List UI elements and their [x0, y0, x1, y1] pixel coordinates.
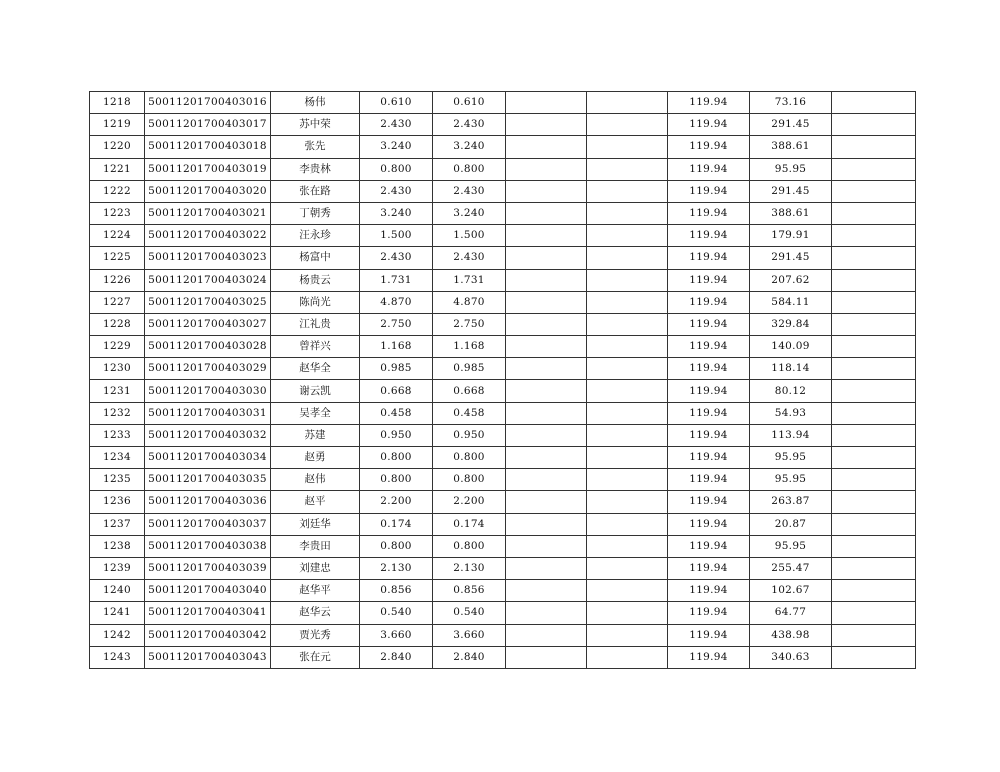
- cell-name: 杨伟: [271, 92, 360, 114]
- cell-area-a: 2.130: [360, 557, 433, 579]
- cell-area-b: 3.240: [433, 202, 506, 224]
- cell-code: 50011201700403035: [145, 469, 271, 491]
- table-row: [90, 491, 916, 513]
- data-table: [89, 91, 916, 669]
- cell-area-a: 0.800: [360, 469, 433, 491]
- cell-area-b: 1.731: [433, 269, 506, 291]
- cell-row-number: 1237: [90, 513, 145, 535]
- cell-area-a: 2.750: [360, 313, 433, 335]
- table-row: [90, 380, 916, 402]
- cell-amount: 438.98: [750, 624, 832, 646]
- cell-blank-2: [587, 557, 668, 579]
- cell-unit-price: 119.94: [668, 269, 750, 291]
- table-row: [90, 602, 916, 624]
- table-row: [90, 313, 916, 335]
- cell-blank-2: [587, 513, 668, 535]
- cell-name: 赵伟: [271, 469, 360, 491]
- cell-area-b: 2.200: [433, 491, 506, 513]
- cell-blank-1: [506, 491, 587, 513]
- table-row: [90, 202, 916, 224]
- cell-row-number: 1240: [90, 580, 145, 602]
- cell-area-b: 2.750: [433, 313, 506, 335]
- cell-blank-1: [506, 380, 587, 402]
- cell-blank-1: [506, 247, 587, 269]
- cell-blank-3: [832, 225, 916, 247]
- cell-blank-1: [506, 580, 587, 602]
- cell-blank-1: [506, 447, 587, 469]
- cell-blank-3: [832, 447, 916, 469]
- cell-blank-3: [832, 624, 916, 646]
- cell-row-number: 1229: [90, 336, 145, 358]
- cell-area-a: 0.950: [360, 424, 433, 446]
- cell-blank-2: [587, 491, 668, 513]
- cell-blank-3: [832, 602, 916, 624]
- table-row: [90, 92, 916, 114]
- cell-area-b: 0.458: [433, 402, 506, 424]
- cell-area-a: 0.174: [360, 513, 433, 535]
- cell-area-b: 0.856: [433, 580, 506, 602]
- cell-blank-2: [587, 447, 668, 469]
- cell-unit-price: 119.94: [668, 646, 750, 668]
- cell-name: 贾光秀: [271, 624, 360, 646]
- cell-blank-2: [587, 247, 668, 269]
- cell-unit-price: 119.94: [668, 535, 750, 557]
- cell-amount: 584.11: [750, 291, 832, 313]
- cell-blank-2: [587, 313, 668, 335]
- cell-name: 陈尚光: [271, 291, 360, 313]
- cell-code: 50011201700403024: [145, 269, 271, 291]
- table-row: [90, 646, 916, 668]
- cell-blank-2: [587, 291, 668, 313]
- cell-amount: 80.12: [750, 380, 832, 402]
- cell-row-number: 1222: [90, 180, 145, 202]
- cell-blank-1: [506, 225, 587, 247]
- cell-blank-1: [506, 336, 587, 358]
- cell-area-a: 3.240: [360, 202, 433, 224]
- cell-unit-price: 119.94: [668, 247, 750, 269]
- cell-area-a: 2.840: [360, 646, 433, 668]
- cell-amount: 73.16: [750, 92, 832, 114]
- cell-blank-1: [506, 136, 587, 158]
- table-row: [90, 158, 916, 180]
- cell-area-a: 2.430: [360, 180, 433, 202]
- cell-amount: 118.14: [750, 358, 832, 380]
- cell-amount: 54.93: [750, 402, 832, 424]
- cell-amount: 95.95: [750, 535, 832, 557]
- cell-code: 50011201700403021: [145, 202, 271, 224]
- cell-blank-2: [587, 602, 668, 624]
- cell-row-number: 1239: [90, 557, 145, 579]
- cell-row-number: 1225: [90, 247, 145, 269]
- cell-blank-2: [587, 580, 668, 602]
- cell-area-b: 2.840: [433, 646, 506, 668]
- cell-code: 50011201700403017: [145, 114, 271, 136]
- cell-row-number: 1242: [90, 624, 145, 646]
- table-row: [90, 557, 916, 579]
- cell-code: 50011201700403042: [145, 624, 271, 646]
- cell-row-number: 1238: [90, 535, 145, 557]
- table-row: [90, 136, 916, 158]
- cell-blank-2: [587, 180, 668, 202]
- cell-row-number: 1219: [90, 114, 145, 136]
- cell-area-a: 0.458: [360, 402, 433, 424]
- cell-unit-price: 119.94: [668, 158, 750, 180]
- cell-blank-2: [587, 269, 668, 291]
- cell-blank-3: [832, 158, 916, 180]
- cell-code: 50011201700403036: [145, 491, 271, 513]
- cell-name: 丁朝秀: [271, 202, 360, 224]
- cell-row-number: 1231: [90, 380, 145, 402]
- cell-blank-3: [832, 92, 916, 114]
- table-row: [90, 469, 916, 491]
- cell-area-b: 0.668: [433, 380, 506, 402]
- cell-name: 刘建忠: [271, 557, 360, 579]
- cell-blank-3: [832, 336, 916, 358]
- table-row: [90, 180, 916, 202]
- cell-amount: 388.61: [750, 202, 832, 224]
- cell-area-b: 2.430: [433, 247, 506, 269]
- cell-unit-price: 119.94: [668, 602, 750, 624]
- cell-blank-3: [832, 291, 916, 313]
- cell-blank-1: [506, 92, 587, 114]
- cell-blank-2: [587, 624, 668, 646]
- cell-blank-3: [832, 513, 916, 535]
- cell-area-a: 4.870: [360, 291, 433, 313]
- cell-row-number: 1221: [90, 158, 145, 180]
- cell-row-number: 1224: [90, 225, 145, 247]
- cell-unit-price: 119.94: [668, 180, 750, 202]
- cell-blank-1: [506, 158, 587, 180]
- cell-area-b: 2.130: [433, 557, 506, 579]
- cell-code: 50011201700403039: [145, 557, 271, 579]
- cell-unit-price: 119.94: [668, 202, 750, 224]
- cell-blank-3: [832, 402, 916, 424]
- cell-row-number: 1230: [90, 358, 145, 380]
- cell-blank-2: [587, 336, 668, 358]
- cell-amount: 291.45: [750, 180, 832, 202]
- cell-area-b: 0.800: [433, 469, 506, 491]
- cell-blank-1: [506, 469, 587, 491]
- cell-blank-3: [832, 557, 916, 579]
- cell-blank-1: [506, 602, 587, 624]
- cell-amount: 95.95: [750, 469, 832, 491]
- cell-row-number: 1234: [90, 447, 145, 469]
- cell-blank-2: [587, 402, 668, 424]
- cell-blank-3: [832, 180, 916, 202]
- cell-name: 吴孝全: [271, 402, 360, 424]
- cell-name: 李贵田: [271, 535, 360, 557]
- cell-area-b: 0.610: [433, 92, 506, 114]
- cell-blank-3: [832, 535, 916, 557]
- cell-code: 50011201700403028: [145, 336, 271, 358]
- cell-area-b: 4.870: [433, 291, 506, 313]
- cell-blank-1: [506, 202, 587, 224]
- cell-blank-3: [832, 424, 916, 446]
- cell-area-a: 0.800: [360, 535, 433, 557]
- cell-area-a: 0.856: [360, 580, 433, 602]
- cell-blank-3: [832, 136, 916, 158]
- cell-code: 50011201700403043: [145, 646, 271, 668]
- cell-blank-1: [506, 424, 587, 446]
- table-row: [90, 225, 916, 247]
- cell-blank-2: [587, 114, 668, 136]
- cell-area-b: 1.168: [433, 336, 506, 358]
- cell-code: 50011201700403031: [145, 402, 271, 424]
- cell-amount: 255.47: [750, 557, 832, 579]
- cell-blank-1: [506, 535, 587, 557]
- cell-name: 赵华平: [271, 580, 360, 602]
- cell-area-a: 0.540: [360, 602, 433, 624]
- cell-amount: 329.84: [750, 313, 832, 335]
- cell-blank-1: [506, 313, 587, 335]
- table-row: [90, 114, 916, 136]
- cell-code: 50011201700403025: [145, 291, 271, 313]
- cell-code: 50011201700403018: [145, 136, 271, 158]
- cell-blank-3: [832, 202, 916, 224]
- cell-unit-price: 119.94: [668, 469, 750, 491]
- cell-blank-1: [506, 557, 587, 579]
- cell-unit-price: 119.94: [668, 513, 750, 535]
- cell-blank-2: [587, 136, 668, 158]
- cell-unit-price: 119.94: [668, 358, 750, 380]
- table-row: [90, 358, 916, 380]
- cell-blank-1: [506, 291, 587, 313]
- cell-amount: 388.61: [750, 136, 832, 158]
- cell-code: 50011201700403016: [145, 92, 271, 114]
- cell-unit-price: 119.94: [668, 491, 750, 513]
- cell-blank-1: [506, 624, 587, 646]
- cell-unit-price: 119.94: [668, 313, 750, 335]
- cell-blank-3: [832, 114, 916, 136]
- cell-blank-1: [506, 114, 587, 136]
- cell-area-a: 1.168: [360, 336, 433, 358]
- cell-area-a: 0.985: [360, 358, 433, 380]
- cell-area-a: 1.500: [360, 225, 433, 247]
- cell-amount: 291.45: [750, 114, 832, 136]
- cell-unit-price: 119.94: [668, 580, 750, 602]
- cell-unit-price: 119.94: [668, 624, 750, 646]
- cell-name: 赵平: [271, 491, 360, 513]
- cell-code: 50011201700403030: [145, 380, 271, 402]
- cell-row-number: 1228: [90, 313, 145, 335]
- cell-amount: 113.94: [750, 424, 832, 446]
- cell-area-b: 3.660: [433, 624, 506, 646]
- cell-area-b: 0.800: [433, 158, 506, 180]
- cell-blank-1: [506, 402, 587, 424]
- cell-name: 张先: [271, 136, 360, 158]
- cell-amount: 207.62: [750, 269, 832, 291]
- cell-area-a: 1.731: [360, 269, 433, 291]
- cell-row-number: 1235: [90, 469, 145, 491]
- cell-area-b: 0.540: [433, 602, 506, 624]
- cell-unit-price: 119.94: [668, 92, 750, 114]
- cell-unit-price: 119.94: [668, 424, 750, 446]
- cell-row-number: 1223: [90, 202, 145, 224]
- cell-unit-price: 119.94: [668, 402, 750, 424]
- cell-unit-price: 119.94: [668, 557, 750, 579]
- cell-code: 50011201700403040: [145, 580, 271, 602]
- cell-blank-1: [506, 646, 587, 668]
- cell-unit-price: 119.94: [668, 447, 750, 469]
- cell-name: 汪永珍: [271, 225, 360, 247]
- cell-blank-1: [506, 180, 587, 202]
- cell-blank-2: [587, 92, 668, 114]
- cell-blank-2: [587, 225, 668, 247]
- cell-code: 50011201700403027: [145, 313, 271, 335]
- cell-blank-2: [587, 469, 668, 491]
- cell-name: 苏中荣: [271, 114, 360, 136]
- cell-area-a: 3.660: [360, 624, 433, 646]
- cell-code: 50011201700403029: [145, 358, 271, 380]
- table-row: [90, 535, 916, 557]
- cell-amount: 95.95: [750, 158, 832, 180]
- cell-code: 50011201700403037: [145, 513, 271, 535]
- cell-code: 50011201700403023: [145, 247, 271, 269]
- cell-blank-2: [587, 424, 668, 446]
- cell-unit-price: 119.94: [668, 114, 750, 136]
- cell-amount: 291.45: [750, 247, 832, 269]
- cell-blank-3: [832, 491, 916, 513]
- cell-row-number: 1241: [90, 602, 145, 624]
- cell-area-a: 2.430: [360, 247, 433, 269]
- cell-code: 50011201700403034: [145, 447, 271, 469]
- cell-blank-2: [587, 535, 668, 557]
- cell-unit-price: 119.94: [668, 136, 750, 158]
- cell-amount: 102.67: [750, 580, 832, 602]
- cell-unit-price: 119.94: [668, 291, 750, 313]
- cell-name: 谢云凯: [271, 380, 360, 402]
- cell-area-a: 3.240: [360, 136, 433, 158]
- cell-area-a: 2.430: [360, 114, 433, 136]
- cell-blank-2: [587, 202, 668, 224]
- cell-amount: 95.95: [750, 447, 832, 469]
- cell-area-a: 0.668: [360, 380, 433, 402]
- table-row: [90, 580, 916, 602]
- cell-unit-price: 119.94: [668, 225, 750, 247]
- cell-code: 50011201700403019: [145, 158, 271, 180]
- cell-area-b: 2.430: [433, 114, 506, 136]
- cell-blank-1: [506, 358, 587, 380]
- cell-area-b: 0.800: [433, 447, 506, 469]
- cell-blank-3: [832, 646, 916, 668]
- cell-blank-2: [587, 158, 668, 180]
- cell-row-number: 1243: [90, 646, 145, 668]
- cell-area-b: 3.240: [433, 136, 506, 158]
- cell-blank-3: [832, 313, 916, 335]
- cell-blank-3: [832, 269, 916, 291]
- cell-row-number: 1218: [90, 92, 145, 114]
- cell-area-b: 1.500: [433, 225, 506, 247]
- table-row: [90, 513, 916, 535]
- cell-name: 曾祥兴: [271, 336, 360, 358]
- cell-name: 张在元: [271, 646, 360, 668]
- cell-row-number: 1236: [90, 491, 145, 513]
- cell-amount: 263.87: [750, 491, 832, 513]
- cell-code: 50011201700403038: [145, 535, 271, 557]
- cell-row-number: 1226: [90, 269, 145, 291]
- cell-area-b: 2.430: [433, 180, 506, 202]
- cell-area-a: 2.200: [360, 491, 433, 513]
- cell-blank-3: [832, 380, 916, 402]
- cell-row-number: 1232: [90, 402, 145, 424]
- cell-area-b: 0.985: [433, 358, 506, 380]
- document-page: [89, 91, 915, 669]
- cell-row-number: 1227: [90, 291, 145, 313]
- cell-blank-2: [587, 358, 668, 380]
- cell-area-a: 0.800: [360, 158, 433, 180]
- cell-row-number: 1220: [90, 136, 145, 158]
- table-body: [90, 92, 916, 669]
- cell-blank-2: [587, 646, 668, 668]
- cell-name: 赵华全: [271, 358, 360, 380]
- cell-code: 50011201700403022: [145, 225, 271, 247]
- table-row: [90, 447, 916, 469]
- cell-amount: 20.87: [750, 513, 832, 535]
- cell-name: 刘廷华: [271, 513, 360, 535]
- cell-blank-3: [832, 358, 916, 380]
- cell-name: 赵华云: [271, 602, 360, 624]
- cell-name: 张在路: [271, 180, 360, 202]
- cell-name: 苏建: [271, 424, 360, 446]
- cell-area-b: 0.800: [433, 535, 506, 557]
- cell-amount: 140.09: [750, 336, 832, 358]
- table-row: [90, 402, 916, 424]
- cell-area-b: 0.174: [433, 513, 506, 535]
- cell-blank-2: [587, 380, 668, 402]
- cell-blank-1: [506, 513, 587, 535]
- cell-code: 50011201700403041: [145, 602, 271, 624]
- cell-name: 杨贵云: [271, 269, 360, 291]
- table-row: [90, 247, 916, 269]
- cell-amount: 179.91: [750, 225, 832, 247]
- cell-name: 赵勇: [271, 447, 360, 469]
- table-row: [90, 424, 916, 446]
- cell-name: 江礼贵: [271, 313, 360, 335]
- cell-area-b: 0.950: [433, 424, 506, 446]
- cell-blank-1: [506, 269, 587, 291]
- cell-area-a: 0.610: [360, 92, 433, 114]
- cell-blank-3: [832, 469, 916, 491]
- cell-amount: 64.77: [750, 602, 832, 624]
- table-row: [90, 624, 916, 646]
- cell-amount: 340.63: [750, 646, 832, 668]
- cell-blank-3: [832, 580, 916, 602]
- cell-code: 50011201700403032: [145, 424, 271, 446]
- cell-row-number: 1233: [90, 424, 145, 446]
- table-row: [90, 269, 916, 291]
- cell-code: 50011201700403020: [145, 180, 271, 202]
- cell-name: 杨富中: [271, 247, 360, 269]
- cell-name: 李贵林: [271, 158, 360, 180]
- cell-area-a: 0.800: [360, 447, 433, 469]
- cell-unit-price: 119.94: [668, 380, 750, 402]
- cell-blank-3: [832, 247, 916, 269]
- cell-unit-price: 119.94: [668, 336, 750, 358]
- table-row: [90, 336, 916, 358]
- table-row: [90, 291, 916, 313]
